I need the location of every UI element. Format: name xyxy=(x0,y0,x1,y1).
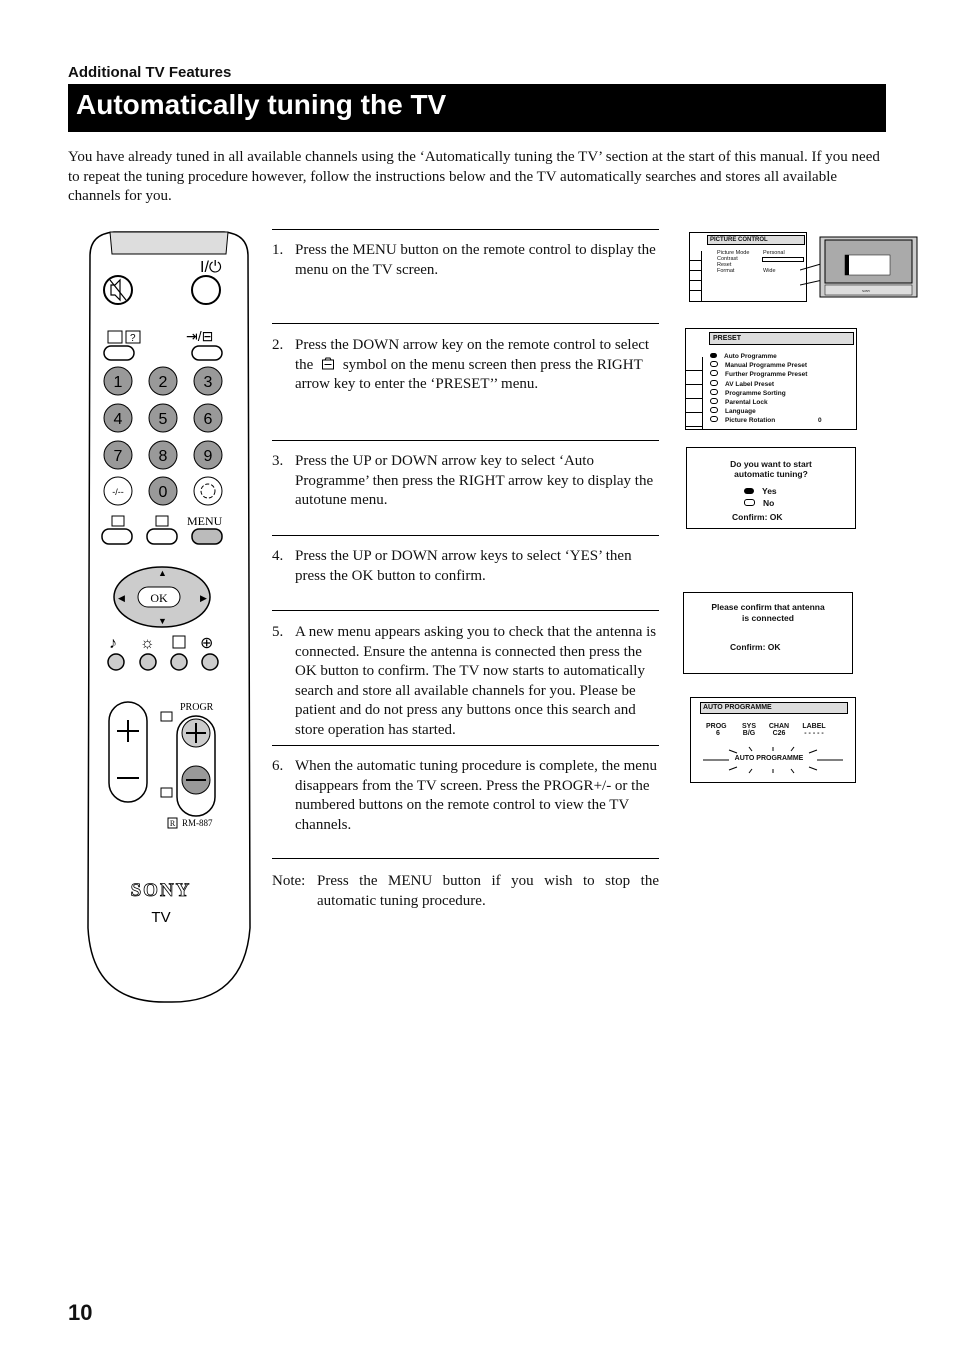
option-yes[interactable]: Yes xyxy=(744,486,777,496)
menu-button[interactable] xyxy=(192,529,222,544)
menu-title: PRESET xyxy=(709,332,854,345)
navigation-pad[interactable] xyxy=(114,567,210,627)
double-digit-key[interactable] xyxy=(104,477,132,505)
contrast-slider xyxy=(762,257,804,262)
wide-mode-button[interactable] xyxy=(202,654,218,670)
number-key-6[interactable] xyxy=(194,404,222,432)
col-sys: SYS B/G xyxy=(741,723,756,737)
input-select-icon: ⇥/⊟ xyxy=(186,328,214,344)
title-bar xyxy=(68,84,886,132)
preset-item-selected[interactable]: Auto Programme xyxy=(710,353,822,361)
rule xyxy=(272,229,659,230)
preset-item[interactable]: Programme Sorting xyxy=(710,389,822,398)
svg-text:▲: ▲ xyxy=(158,568,167,578)
registered-mark: R xyxy=(169,819,176,828)
rule xyxy=(272,610,659,611)
preset-item[interactable]: Further Programme Preset xyxy=(710,370,822,379)
sound-mode-button[interactable] xyxy=(108,654,124,670)
jump-back-key[interactable] xyxy=(194,477,222,505)
rule xyxy=(272,440,659,441)
volume-rocker[interactable] xyxy=(109,702,147,802)
svg-text:2: 2 xyxy=(158,374,168,391)
page-title: Automatically tuning the TV xyxy=(76,89,447,120)
preset-item[interactable]: Manual Programme Preset xyxy=(710,361,822,370)
start-tuning-dialog xyxy=(686,447,856,529)
preset-menu xyxy=(685,328,857,430)
svg-text:▶: ▶ xyxy=(200,593,207,603)
picture-icon: ☼ xyxy=(140,635,155,652)
rule xyxy=(272,745,659,746)
rule xyxy=(272,323,659,324)
tv-brand: SONY xyxy=(862,289,871,293)
input-button[interactable] xyxy=(192,346,222,360)
rule xyxy=(272,858,659,859)
number-key-9[interactable] xyxy=(194,441,222,469)
number-key-4[interactable] xyxy=(104,404,132,432)
mute-icon[interactable] xyxy=(104,276,132,304)
menu-icon-strip xyxy=(686,357,703,429)
svg-text:4: 4 xyxy=(113,411,123,428)
tuning-question: Do you want to start automatic tuning? xyxy=(730,459,812,479)
preset-item[interactable]: Picture Rotation 0 xyxy=(710,416,822,425)
power-icon: I/⏻ xyxy=(200,259,222,276)
red-button[interactable] xyxy=(102,529,132,544)
col-label: LABEL - - - - - xyxy=(802,723,826,737)
menu-label: MENU xyxy=(187,514,223,528)
teletext-button[interactable] xyxy=(104,346,134,360)
svg-text:5: 5 xyxy=(158,411,168,428)
svg-text:◀: ◀ xyxy=(118,593,125,603)
svg-text:?: ? xyxy=(130,333,136,344)
number-key-0[interactable] xyxy=(149,477,177,505)
preset-item[interactable]: AV Label Preset xyxy=(710,380,822,389)
teletext-index-button[interactable] xyxy=(147,529,177,544)
auto-programme-screen xyxy=(690,697,856,783)
power-button[interactable] xyxy=(192,276,220,304)
svg-text:0: 0 xyxy=(158,484,168,501)
note-label: Note: xyxy=(272,873,306,889)
col-chan: CHAN C26 xyxy=(768,723,790,737)
menu-icon-strip xyxy=(690,251,702,301)
rule xyxy=(272,535,659,536)
number-key-5[interactable] xyxy=(149,404,177,432)
svg-text:8: 8 xyxy=(158,448,168,465)
confirm-hint: Confirm: OK xyxy=(732,512,783,522)
menu-title: AUTO PROGRAMME xyxy=(700,702,848,714)
number-key-8[interactable] xyxy=(149,441,177,469)
col-prog: PROG 6 xyxy=(706,723,727,737)
brand-logo: SONY xyxy=(130,880,192,901)
device-label: TV xyxy=(151,909,171,926)
intro-paragraph: You have already tuned in all available channels using the ‘Automatically tuning the TV’ section at the start of this manual. If you need to repeat the tuning procedure however, follow the instructions below and the TV automatically searches and stores all available channels for you. xyxy=(68,149,880,204)
menu-title: PICTURE CONTROL xyxy=(707,235,805,245)
number-key-7[interactable] xyxy=(104,441,132,469)
svg-text:7: 7 xyxy=(113,448,123,465)
section-label: Additional TV Features xyxy=(68,64,232,81)
number-key-2[interactable] xyxy=(149,367,177,395)
picture-control-menu xyxy=(689,232,807,302)
option-no[interactable]: No xyxy=(744,498,774,508)
remote-control-illustration xyxy=(84,228,254,1006)
preset-items xyxy=(710,353,822,426)
preset-item[interactable]: Parental Lock xyxy=(710,398,822,407)
sound-icon: ♪ xyxy=(109,635,117,652)
picture-mode-button[interactable] xyxy=(140,654,156,670)
tv-set-illustration xyxy=(800,235,920,299)
confirm-hint: Confirm: OK xyxy=(730,642,781,652)
screen-mode-button[interactable] xyxy=(171,654,187,670)
svg-text:▼: ▼ xyxy=(158,616,167,626)
model-number: RM-887 xyxy=(182,818,213,828)
preset-item[interactable]: Language xyxy=(710,407,822,416)
picture-control-rows: Picture Mode Personal Contrast Reset Format Wide xyxy=(717,250,785,274)
page-number: 10 xyxy=(68,1300,93,1325)
note xyxy=(272,872,659,911)
number-key-1[interactable] xyxy=(104,367,132,395)
preset-icon xyxy=(321,357,335,371)
progr-label: PROGR xyxy=(180,702,214,713)
antenna-confirm-dialog xyxy=(683,592,853,674)
note-text: Press the MENU button if you wish to stop the automatic tuning procedure. xyxy=(317,873,659,909)
svg-text:3: 3 xyxy=(203,374,213,391)
number-key-3[interactable] xyxy=(194,367,222,395)
wide-icon: ⊕ xyxy=(200,635,214,652)
antenna-message: Please confirm that antenna is connected xyxy=(711,602,825,623)
svg-text:1: 1 xyxy=(113,374,123,391)
svg-text:6: 6 xyxy=(203,411,213,428)
svg-text:-/--: -/-- xyxy=(112,487,124,497)
auto-programme-status: AUTO PROGRAMME xyxy=(731,755,807,762)
svg-text:9: 9 xyxy=(203,448,213,465)
ok-button-label: OK xyxy=(150,591,168,605)
